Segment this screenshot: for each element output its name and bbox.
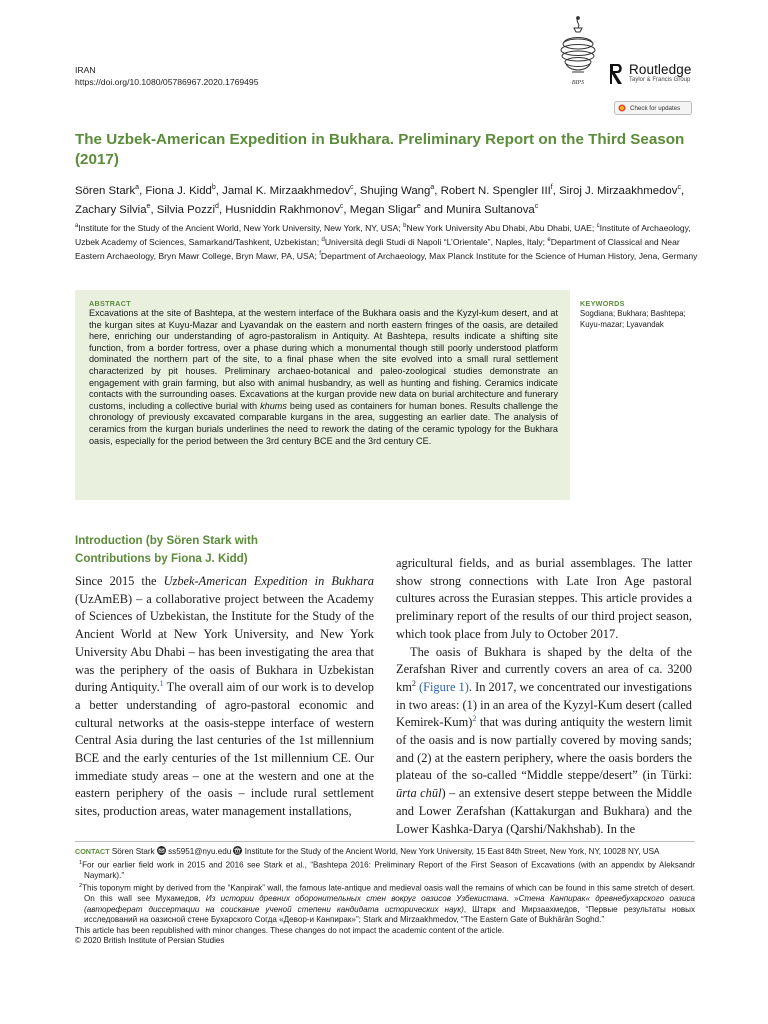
affiliation: $^d$Università degli Studi di Napoli “L’Orientale”, Naples, Italy; [321, 236, 546, 247]
author: Megan Sligar$^e$ [349, 202, 421, 216]
abstract-text: Excavations at the site of Bashtepa, at the western interface of the Bukhara oasis and the Kyzyl-kum desert, and at the kurgan sites at Kuyu-Mazar and Lyavandak on the eastern and north eastern fringes of the oasis, are detailed here, enriching our understanding of agro-pastoralism in Antiquity. At Bashtepa, results indicate a shifting site function, from a border fortress, over a phase during which a monumental though still poorly understood platform dominated the northern part of the site, to a final phase when the site evolved into a small rural settlement characterized by pit houses. Preliminary archaeo-botanical and paleo-zoological studies demonstrate an engagement with grain farming, but also with animal husbandry, as well as hunting and fishing. Ceramics indicate contacts with the surrounding oases. Excavations at the kurgan provide new data on burial architecture and funerary customs, including a collective burial with khums being used as containers for human bones. Results challenge the chronology of previously excavated comparable kurgans in the area, suggesting an earlier date. The analysis of ceramics from the kurgan burials underlines the need to rework the dating of the ceramic typology for the Bukhara oasis, especially for the period between the 3rd century BCE and the 3rd century CE. [89, 308, 559, 446]
publisher-name: Routledge [629, 62, 692, 77]
author: Jamal K. Mirzaakhmedov$^c$ [222, 184, 354, 197]
contact-line [75, 846, 695, 858]
institution-icon [233, 846, 242, 855]
journal-header [75, 64, 259, 88]
email-icon [157, 846, 166, 855]
author: Fiona J. Kidd$^b$ [145, 184, 216, 197]
footnote-ref-2[interactable]: 2 [472, 714, 477, 724]
author: Sören Stark$^a$ [75, 184, 140, 197]
intro-paragraph-1-cont: agricultural fields, and as burial assemblages. The latter show strong connections with Late Iron Age pastoral cultures across the Eurasian steppes. This article provides a preliminary report of the results of our third project season, which took place from July to October 2017. [396, 556, 692, 641]
check-updates-icon [618, 104, 626, 112]
author: Zachary Silvia$^e$ [75, 202, 151, 216]
contact-label: CONTACT [75, 847, 110, 856]
check-for-updates-label: Check for updates [630, 104, 681, 112]
keywords-block [580, 299, 698, 330]
author: Silvia Pozzi$^d$ [156, 202, 219, 216]
footnote-1: $^1$For our earlier field work in 2015 and 2016 see Stark et al., “Bashtepa 2016: Preliminary Report of the First Season of Excavations (with an appendix by Aleksandr Naymark).” [79, 859, 695, 880]
contact-name: Sören Stark [111, 847, 155, 856]
author: Siroj J. Mirzaakhmedov$^c$ [559, 184, 681, 197]
affiliation-list [75, 220, 700, 262]
bips-society-logo [554, 14, 602, 88]
footnote-ref-1[interactable]: 1 [159, 679, 164, 689]
intro-heading: Introduction (by Sören Stark with Contributions by Fiona J. Kidd) [75, 534, 258, 565]
intro-paragraph-2: The oasis of Bukhara is shaped by the delta of the Zerafshan River and currently covers an area of ca. 3200 $km^2$ (Figure 1). In 2017, we concentrated our investigations in two areas: (1) in an area of the Kyzyl-Kum desert (called Kemirek-Kum)$^2$ that was during antiquity the western limit of the oasis and is now partially covered by moving sands; and (2) at the eastern periphery, where the oasis borders the plateau of the so-called “Middle steppe/desert” (in Türki: ūrta chūl) – an extensive desert steppe between the Middle and Lower Zerafshan (Kattakurgan and Bukhara) and the Lower Kashka-Darya (Qarshi/Nakhshab). In the [396, 644, 692, 836]
publisher-subtitle: Taylor & Francis Group [629, 77, 691, 83]
author: Husniddin Rakhmonov$^c$ [225, 202, 344, 216]
body-column-right [396, 555, 692, 838]
bips-logo-text: BIPS [571, 80, 585, 86]
abstract-box [75, 290, 570, 500]
article-title: The Uzbek-American Expedition in Bukhara. Preliminary Report on the Third Season (2017) [75, 131, 685, 168]
footnote-2: $^2$This toponym might by derived from the “Kanpirak” wall, the famous late-antique and medieval oasis wall the remains of which can be found in this same stretch of desert. On this wall see Мухамедов, Из истории древних оборонительных стен вокруг оазисов Узбекистана. »Стена Канпирак« древнебухарского оазиса (автореферат диссертации на соискание ученой степени кандидата исторических наук), Штарк and Мирзаахмедов, “Первые результаты новых исследований на оазисной стене Бухарского Согда «Девор-и Канпирак»”; Stark and Mirzaakhmedov, “The Eastern Gate of Bukhārān Soghd.” [79, 883, 695, 925]
affiliation: $^c$Institute of Archaeology, Uzbek Academy of Sciences, Samarkand/Tashkent, Uzbekistan; [75, 222, 691, 247]
routledge-r-icon [609, 62, 625, 86]
keywords-text: Sogdiana; Bukhara; Bashtepa; Kuyu-mazar; Lyavandak [580, 309, 686, 329]
author: Shujing Wang$^a$ [359, 184, 435, 197]
author: Robert N. Spengler III$^f$ [440, 184, 553, 197]
abstract-heading: ABSTRACT [89, 299, 131, 308]
republished-note: This article has been republished with minor changes. These changes do not impact the academic content of the article. [75, 925, 505, 935]
body-column-left [75, 573, 374, 821]
check-for-updates-button[interactable] [614, 101, 692, 115]
footnotes [75, 846, 695, 947]
keywords-heading: KEYWORDS [580, 299, 625, 308]
routledge-logo [609, 62, 705, 86]
affiliation: $^b$New York University Abu Dhabi, Abu Dhabi, UAE; [403, 222, 595, 233]
contact-email[interactable]: ss5951@nyu.edu [168, 847, 232, 856]
doi-link[interactable]: https://doi.org/10.1080/05786967.2020.1769495 [75, 77, 259, 87]
contact-address: Institute for the Study of the Ancient World, New York University, 15 East 84th Street, New York, NY, 10028 NY, USA [244, 847, 660, 856]
journal-name: IRAN [75, 65, 96, 75]
footnote-divider [75, 841, 695, 842]
author: Munira Sultanova$^c$ [446, 202, 539, 216]
affiliation: $^a$Institute for the Study of the Ancient World, New York University, New York, NY, USA; [75, 222, 401, 233]
figure-1-link[interactable]: (Figure 1) [418, 679, 469, 694]
copyright-line: © 2020 British Institute of Persian Studies [75, 936, 225, 946]
affiliation: $^e$Department of Classical and Near Eastern Archaeology, Bryn Mawr College, Bryn Mawr, PA, USA; [75, 236, 680, 261]
affiliation: $^f$Department of Archaeology, Max Planck Institute for the Science of Human History, Jena, Germany [319, 250, 698, 261]
intro-paragraph-1: Since 2015 the Uzbek-American Expedition in Bukhara (UzAmEB) – a collaborative project between the Academy of Sciences of Uzbekistan, the Institute for the Study of the Ancient World at New York University, and New York University Abu Dhabi – has been investigating the area that was the periphery of the oasis of Bukhara in Uzbekistan during Antiquity.$^1$ The overall aim of our work is to develop a better understanding of agro-pastoral economic and cultural networks at the oasis-steppe interface of western Central Asia during the last centuries of the 1st millennium BCE and the early centuries of the 1st millennium CE. Our immediate study areas – one at the western and one at the eastern periphery of the oasis – include rural settlement sites, production areas, water management installations, [75, 574, 374, 819]
author-list: Sören Stark$^a$, Fiona J. Kidd$^b$, Jamal K. Mirzaakhmedov$^c$, Shujing Wang$^a$, Robert N. Spengler III$^f$, Siroj J. Mirzaakhmedov$^c$, Zachary Silvia$^e$, Silvia Pozzi$^d$, Husniddin Rakhmonov$^c$, Megan Sligar$^e$ and Munira Sultanova$^c$ [75, 184, 685, 216]
